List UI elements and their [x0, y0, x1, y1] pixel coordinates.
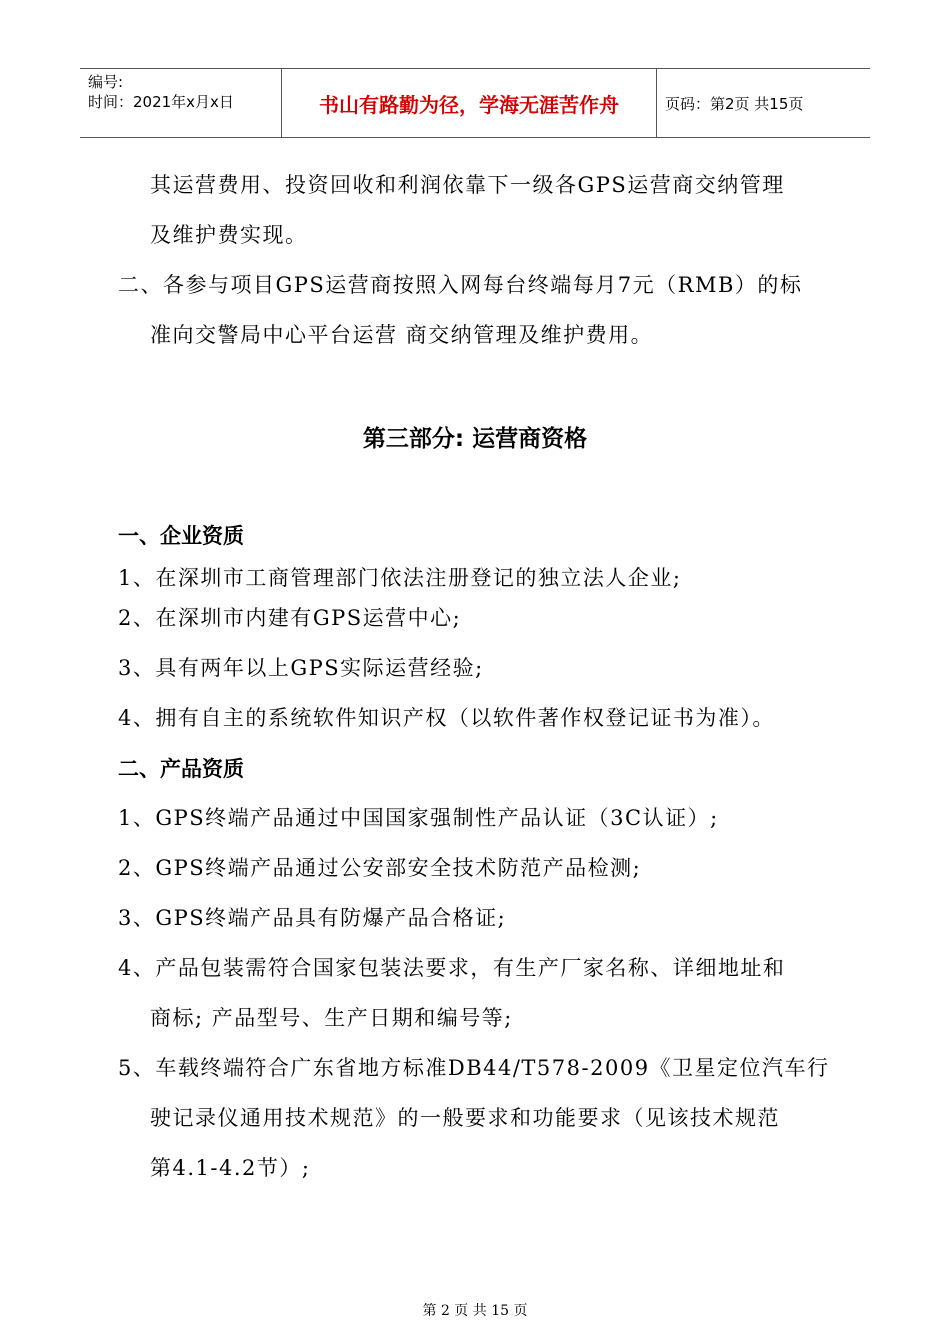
- header-meta: [80, 69, 282, 137]
- subsection-title-enterprise: 一、企业资质: [118, 524, 244, 548]
- header-page-info: 页码：第2页 共15页: [665, 94, 804, 113]
- list-item: 4、拥有自主的系统软件知识产权（以软件著作权登记证书为准）。: [118, 706, 775, 730]
- list-item: 2、在深圳市内建有GPS运营中心;: [118, 606, 462, 630]
- list-item: 2、GPS终端产品通过公安部安全技术防范产品检测;: [118, 856, 642, 880]
- list-item: 5、车载终端符合广东省地方标准DB44/T578-2009《卫星定位汽车行: [118, 1056, 830, 1080]
- body-line: 准向交警局中心平台运营 商交纳管理及维护费用。: [150, 323, 654, 347]
- list-item: 驶记录仪通用技术规范》的一般要求和功能要求（见该技术规范: [150, 1106, 780, 1130]
- body-line: 其运营费用、投资回收和利润依靠下一级各GPS运营商交纳管理: [150, 173, 785, 197]
- body-line: 及维护费实现。: [150, 223, 308, 247]
- subsection-title-product: 二、产品资质: [118, 757, 244, 781]
- list-item: 第4.1-4.2节）;: [150, 1156, 311, 1180]
- list-item: 商标; 产品型号、生产日期和编号等;: [150, 1006, 513, 1030]
- header-motto: 书山有路勤为径，学海无涯苦作舟: [282, 69, 657, 137]
- doc-number-label: 编号:: [88, 73, 124, 91]
- page-header: [80, 68, 870, 138]
- page-footer: 第 2 页 共 15 页: [422, 1303, 528, 1319]
- body-line: 二、各参与项目GPS运营商按照入网每台终端每月7元（RMB）的标: [118, 273, 803, 297]
- section-title: 第三部分: 运营商资格: [362, 426, 588, 452]
- list-item: 3、具有两年以上GPS实际运营经验;: [118, 656, 484, 680]
- list-item: 1、在深圳市工商管理部门依法注册登记的独立法人企业;: [118, 566, 682, 590]
- list-item: 3、GPS终端产品具有防爆产品合格证;: [118, 906, 507, 930]
- list-item: 1、GPS终端产品通过中国国家强制性产品认证（3C认证）;: [118, 806, 719, 830]
- doc-time-label: 时间：2021年x月x日: [88, 93, 234, 111]
- list-item: 4、产品包装需符合国家包装法要求，有生产厂家名称、详细地址和: [118, 956, 786, 980]
